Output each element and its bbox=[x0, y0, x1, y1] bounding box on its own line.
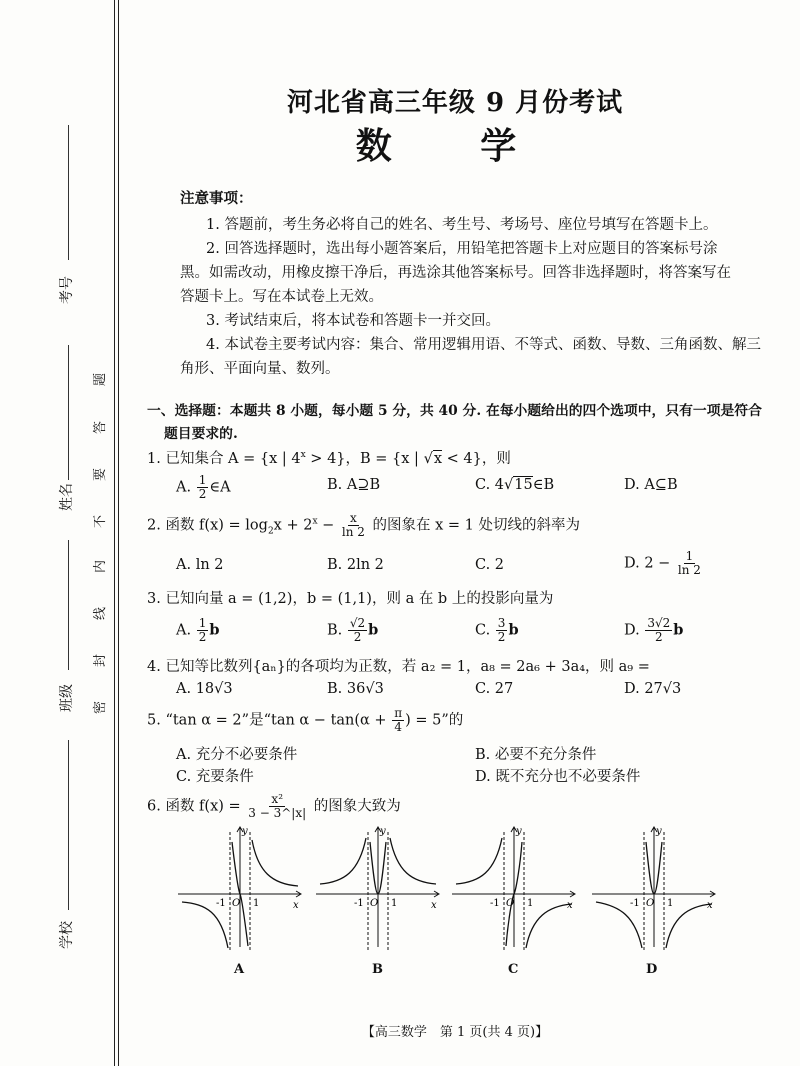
notice-line: 角形、平面向量、数列。 bbox=[180, 361, 340, 377]
origin-label: O bbox=[370, 898, 379, 909]
notice-line: 2. 回答选择题时，选出每小题答案后，用铅笔把答题卡上对应题目的答案标号涂 bbox=[206, 241, 718, 257]
q6-graph-b[interactable] bbox=[314, 822, 444, 952]
q5-option-d[interactable]: D. 既不充分也不必要条件 bbox=[475, 769, 641, 785]
x-axis-label: x bbox=[707, 900, 713, 911]
notice-line: 1. 答题前，考生务必将自己的姓名、考生号、考场号、座位号填写在答题卡上。 bbox=[206, 217, 718, 233]
banji-label: 班级 bbox=[59, 684, 75, 712]
exam-title: 河北省高三年级 9 月份考试 bbox=[286, 88, 624, 118]
q5-option-b[interactable]: B. 必要不充分条件 bbox=[475, 747, 597, 763]
q5-option-a[interactable]: A. 充分不必要条件 bbox=[176, 747, 298, 763]
banji-blank-line bbox=[68, 540, 69, 670]
xuexiao-label: 学校 bbox=[59, 921, 75, 949]
q1-stem: 1. 已知集合 A = {x | $4^x > 4$}，B = {x | √x < 4}，则 bbox=[147, 450, 511, 467]
q3-option-c[interactable]: C. $\frac{3}{2}$ b bbox=[475, 616, 519, 644]
q5-option-c[interactable]: C. 充要条件 bbox=[176, 769, 254, 785]
q4-stem: 4. 已知等比数列{aₙ}的各项均为正数，若 a₂ = 1，a₈ = 2a₆ + 3a₄，则 a₉ = bbox=[147, 659, 650, 675]
tick-neg-one: -1 bbox=[630, 898, 640, 909]
q2-option-c[interactable]: C. 2 bbox=[475, 557, 505, 573]
y-axis-label: y bbox=[516, 826, 522, 837]
q6-graph-label: D bbox=[646, 962, 658, 977]
origin-label: O bbox=[232, 898, 241, 909]
seal-char: 内 bbox=[93, 559, 109, 574]
seal-char: 题 bbox=[93, 372, 109, 387]
q6-graph-c[interactable] bbox=[450, 822, 580, 952]
q6-graph-label: B bbox=[372, 962, 383, 977]
seal-char: 密 bbox=[93, 700, 109, 715]
seal-char: 封 bbox=[93, 653, 109, 668]
xuexiao-blank-line bbox=[68, 740, 69, 910]
notice-line: 3. 考试结束后，将本试卷和答题卡一并交回。 bbox=[206, 313, 500, 329]
tick-pos-one: 1 bbox=[391, 898, 398, 909]
origin-label: O bbox=[646, 898, 655, 909]
tick-neg-one: -1 bbox=[216, 898, 226, 909]
q5-stem: 5. “tan α = 2”是“tan α − tan(α + $\frac{\pi}{4}$ ) = 5”的 bbox=[147, 706, 464, 734]
seal-char: 要 bbox=[93, 467, 109, 482]
q2-option-b[interactable]: B. 2ln 2 bbox=[327, 557, 384, 573]
q4-option-d[interactable]: D. 27√3 bbox=[624, 681, 682, 697]
notice-line: 4. 本试卷主要考试内容：集合、常用逻辑用语、不等式、函数、导数、三角函数、解三 bbox=[206, 337, 761, 353]
notice-heading: 注意事项： bbox=[180, 190, 253, 207]
tick-neg-one: -1 bbox=[490, 898, 500, 909]
x-axis-label: x bbox=[567, 900, 573, 911]
q3-option-d[interactable]: D. $\frac{3√2}{2}$ b bbox=[624, 616, 684, 644]
origin-label: O bbox=[506, 898, 515, 909]
q1-option-d[interactable]: D. A⊆B bbox=[624, 477, 678, 493]
tick-neg-one: -1 bbox=[354, 898, 364, 909]
q4-option-b[interactable]: B. 36√3 bbox=[327, 681, 384, 697]
tick-pos-one: 1 bbox=[667, 898, 674, 909]
page-footer: 【高三数学 第 1 页(共 4 页)】 bbox=[361, 1025, 549, 1040]
section-heading-cont: 题目要求的. bbox=[164, 426, 238, 442]
q6-graph-d[interactable] bbox=[590, 822, 720, 952]
q6-stem: 6. 函数 f(x) = $\frac{\text{x²}}{3 - 3\^{}|x|}$ 的图象大致为 bbox=[147, 792, 401, 820]
seal-char: 不 bbox=[93, 514, 109, 529]
q1-option-a[interactable]: A. $\frac{1}{2}$ ∈A bbox=[176, 473, 231, 501]
q3-option-b[interactable]: B. $\frac{√2}{2}$ b bbox=[327, 616, 379, 644]
x-axis-label: x bbox=[431, 900, 437, 911]
kaohao-label: 考号 bbox=[59, 276, 75, 304]
q6-graph-a[interactable] bbox=[176, 822, 306, 952]
seal-char: 答 bbox=[93, 420, 109, 435]
q4-option-c[interactable]: C. 27 bbox=[475, 681, 514, 697]
tick-pos-one: 1 bbox=[527, 898, 534, 909]
y-axis-label: y bbox=[380, 826, 386, 837]
y-axis-label: y bbox=[242, 826, 248, 837]
notice-line: 答题卡上。写在本试卷上无效。 bbox=[180, 289, 383, 305]
q2-option-d[interactable]: D. 2 − $\frac{1}{\ln 2}$ bbox=[624, 549, 701, 577]
q2-stem: 2. 函数 $f(x) = \log_2x + 2^x$ − $\frac{x}{\ln 2}$ 的图象在 x = 1 处切线的斜率为 bbox=[147, 511, 581, 539]
y-axis-label: y bbox=[656, 826, 662, 837]
q1-option-b[interactable]: B. A⊇B bbox=[327, 477, 381, 493]
section-heading: 一、选择题：本题共 8 小题，每小题 5 分，共 40 分. 在每小题给出的四个选项中，只有一项是符合 bbox=[147, 403, 762, 419]
q4-option-a[interactable]: A. 18√3 bbox=[176, 681, 233, 697]
q6-graph-label: A bbox=[234, 962, 245, 977]
q3-option-a[interactable]: A. $\frac{1}{2}$ b bbox=[176, 616, 220, 644]
q2-option-a[interactable]: A. ln 2 bbox=[176, 557, 224, 573]
q6-graph-label: C bbox=[508, 962, 519, 977]
tick-pos-one: 1 bbox=[253, 898, 260, 909]
notice-line: 黑。如需改动，用橡皮擦干净后，再选涂其他答案标号。回答非选择题时，将答案写在 bbox=[180, 265, 731, 281]
q1-option-c[interactable]: C. 4√15∈B bbox=[475, 477, 555, 493]
subject-title: 数 学 bbox=[355, 125, 555, 167]
x-axis-label: x bbox=[293, 900, 299, 911]
seal-char: 线 bbox=[93, 606, 109, 621]
q3-stem: 3. 已知向量 a = (1,2)，b = (1,1)，则 a 在 b 上的投影向量为 bbox=[147, 591, 554, 607]
xingming-label: 姓名 bbox=[59, 483, 75, 511]
xingming-blank-line bbox=[68, 345, 69, 480]
